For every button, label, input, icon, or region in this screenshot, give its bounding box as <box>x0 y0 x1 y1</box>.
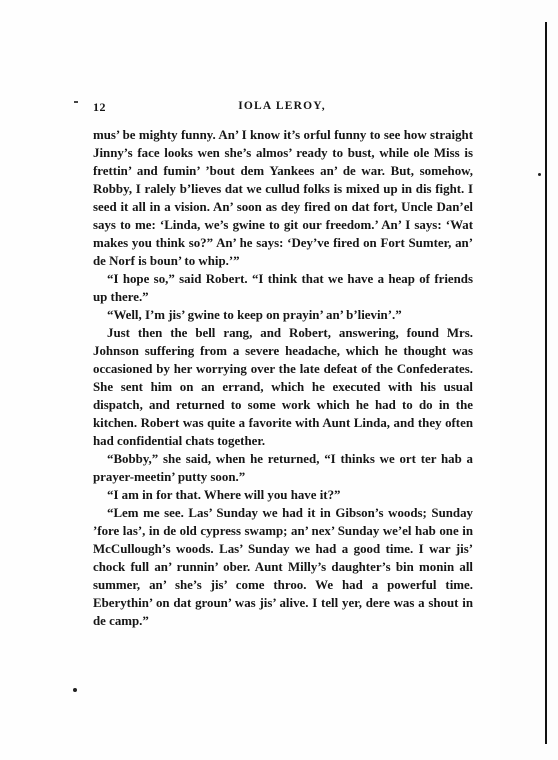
running-title: IOLA LEROY, <box>238 100 326 112</box>
page-edge-line <box>545 22 547 744</box>
body-text <box>93 126 473 630</box>
paragraph: mus’ be mighty funny. An’ I know it’s orful funny to see how straight Jinny’s face looks wen she’s almos’ ready to bust, while ole Miss is frettin’ and fumin’ ’bout dem Yankees an’ de war. But, somehow, Robby, I ralely b’lieves dat we cullud folks is mixed up in dis fight. I seed it all in a vision. An’ soon as dey fired on dat fort, Uncle Dan’el says to me: ‘Linda, we’s gwine to git our freedom.’ An’ I says: ‘Wat makes you think so?” An’ he says: ‘Dey’ve fired on Fort Sumter, an’ de Norf is boun’ to whip.’” <box>93 128 473 268</box>
margin-speck <box>538 173 541 176</box>
margin-mark <box>74 101 78 103</box>
paragraph: Just then the bell rang, and Robert, answering, found Mrs. Johnson suffering from a severe headache, which he thought was occasioned by her worrying over the late defeat of the Confederates. She sent him on an errand, which he executed with his usual dispatch, and returned to some work which he had to do in the kitchen. Robert was quite a favorite with Aunt Linda, and they often had confidential chats together. <box>93 326 473 448</box>
page-number: 12 <box>93 100 106 114</box>
page-header <box>93 100 471 118</box>
paragraph: “Bobby,” she said, when he returned, “I thinks we ort ter hab a prayer-meetin’ putty soon.” <box>93 452 473 484</box>
paragraph: “Lem me see. Las’ Sunday we had it in Gibson’s woods; Sunday ’fore las’, in de old cypress swamp; an’ nex’ Sunday we’el hab one in McCullough’s woods. Las’ Sunday we had a good time. I war jis’ chock full an’ runnin’ ober. Aunt Milly’s daughter’s bin monin all summer, an’ she’s jis’ come throo. We had a powerful time. Eberythin’ on dat groun’ was jis’ alive. I tell yer, dere was a shout in de camp.” <box>93 506 473 628</box>
page-right-margin <box>500 0 558 760</box>
paragraph: “Well, I’m jis’ gwine to keep on prayin’ an’ b’lievin’.” <box>107 308 402 322</box>
paragraph: “I am in for that. Where will you have it?” <box>107 488 341 502</box>
paragraph: “I hope so,” said Robert. “I think that we have a heap of friends up there.” <box>93 272 473 304</box>
margin-speck <box>73 688 77 692</box>
